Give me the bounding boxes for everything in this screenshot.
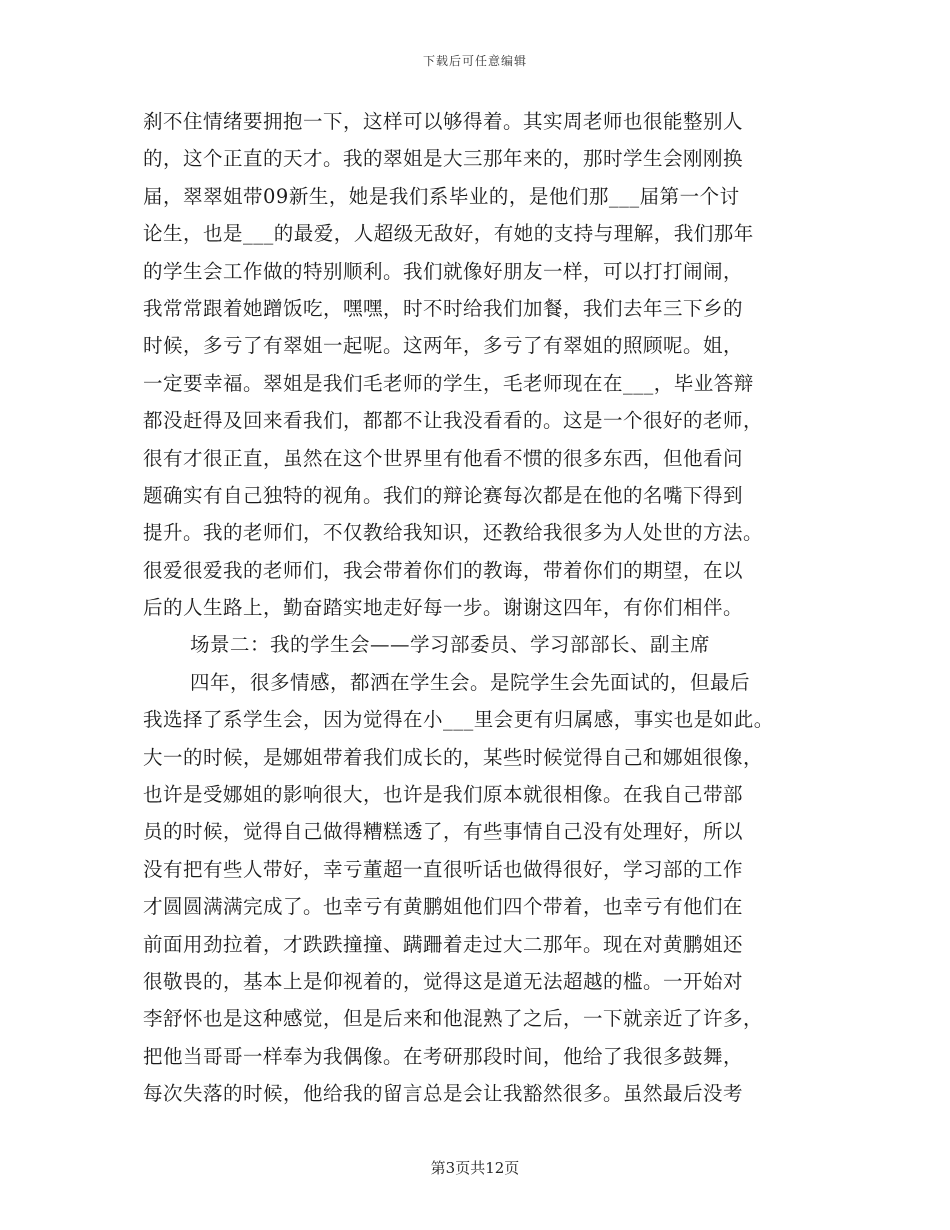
text-line: 大一的时候，是娜姐带着我们成长的，某些时候觉得自己和娜姐很像， [143, 745, 764, 769]
paragraph-start-line: 四年，很多情感，都洒在学生会。是院学生会先面试的，但最后 [190, 670, 751, 694]
text-line: 后的人生路上，勤奋踏实地走好每一步。谢谢这四年，有你们相伴。 [143, 596, 744, 620]
document-body [143, 103, 823, 1113]
text-line: 员的时候，觉得自己做得糟糕透了，有些事情自己没有处理好，所以 [143, 820, 744, 844]
text-line: 很敬畏的，基本上是仰视着的，觉得这是道无法超越的槛。一开始对 [143, 969, 744, 993]
text-line: 刹不住情绪要拥抱一下，这样可以够得着。其实周老师也很能整别人 [143, 110, 744, 133]
text-line: 我常常跟着她蹭饭吃，嘿嘿，时不时给我们加餐，我们去年三下乡的 [143, 296, 744, 320]
text-line: 李舒怀也是这种感觉，但是后来和他混熟了之后，一下就亲近了许多， [143, 1007, 764, 1031]
text-line: 都没赶得及回来看我们，都都不让我没看看的。这是一个很好的老师， [143, 409, 764, 433]
text-line: 把他当哥哥一样奉为我偶像。在考研那段时间，他给了我很多鼓舞， [143, 1044, 744, 1068]
text-line: 没有把有些人带好，幸亏董超一直很听话也做得很好，学习部的工作 [143, 857, 744, 881]
text-line: 的学生会工作做的特别顺利。我们就像好朋友一样，可以打打闹闹， [143, 259, 744, 283]
text-line: 论生，也是___的最爱，人超级无敌好，有她的支持与理解，我们那年 [143, 222, 754, 246]
text-line: 提升。我的老师们，不仅教给我知识，还教给我很多为人处世的方法。 [143, 521, 764, 545]
text-line: 我选择了系学生会，因为觉得在小___里会更有归属感，事实也是如此。 [143, 708, 774, 732]
page-number: 第3页共12页 [430, 1159, 520, 1177]
text-line: 很爱很爱我的老师们，我会带着你们的教诲，带着你们的期望，在以 [143, 558, 744, 582]
text-line: 一定要幸福。翠姐是我们毛老师的学生，毛老师现在在___，毕业答辩 [143, 371, 754, 395]
text-line: 届，翠翠姐带09新生，她是我们系毕业的，是他们那___届第一个讨 [143, 184, 740, 208]
section-heading: 场景二：我的学生会——学习部委员、学习部部长、副主席 [190, 633, 711, 657]
page-header: 下载后可任意编辑 [422, 54, 527, 68]
text-line: 每次失落的时候，他给我的留言总是会让我豁然很多。虽然最后没考 [143, 1082, 744, 1106]
text-line: 才圆圆满满完成了。也幸亏有黄鹏姐他们四个带着，也幸亏有他们在 [143, 895, 744, 919]
text-line: 也许是受娜姐的影响很大，也许是我们原本就很相像。在我自己带部 [143, 783, 744, 807]
text-line: 的，这个正直的天才。我的翠姐是大三那年来的，那时学生会刚刚换 [143, 147, 744, 171]
text-line: 题确实有自己独特的视角。我们的辩论赛每次都是在他的名嘴下得到 [143, 483, 744, 507]
text-line: 前面用劲拉着，才跌跌撞撞、蹒跚着走过大二那年。现在对黄鹏姐还 [143, 932, 744, 956]
text-line: 很有才很正直，虽然在这个世界里有他看不惯的很多东西，但他看问 [143, 446, 744, 470]
text-line: 时候，多亏了有翠姐一起呢。这两年，多亏了有翠姐的照顾呢。姐， [143, 334, 744, 358]
